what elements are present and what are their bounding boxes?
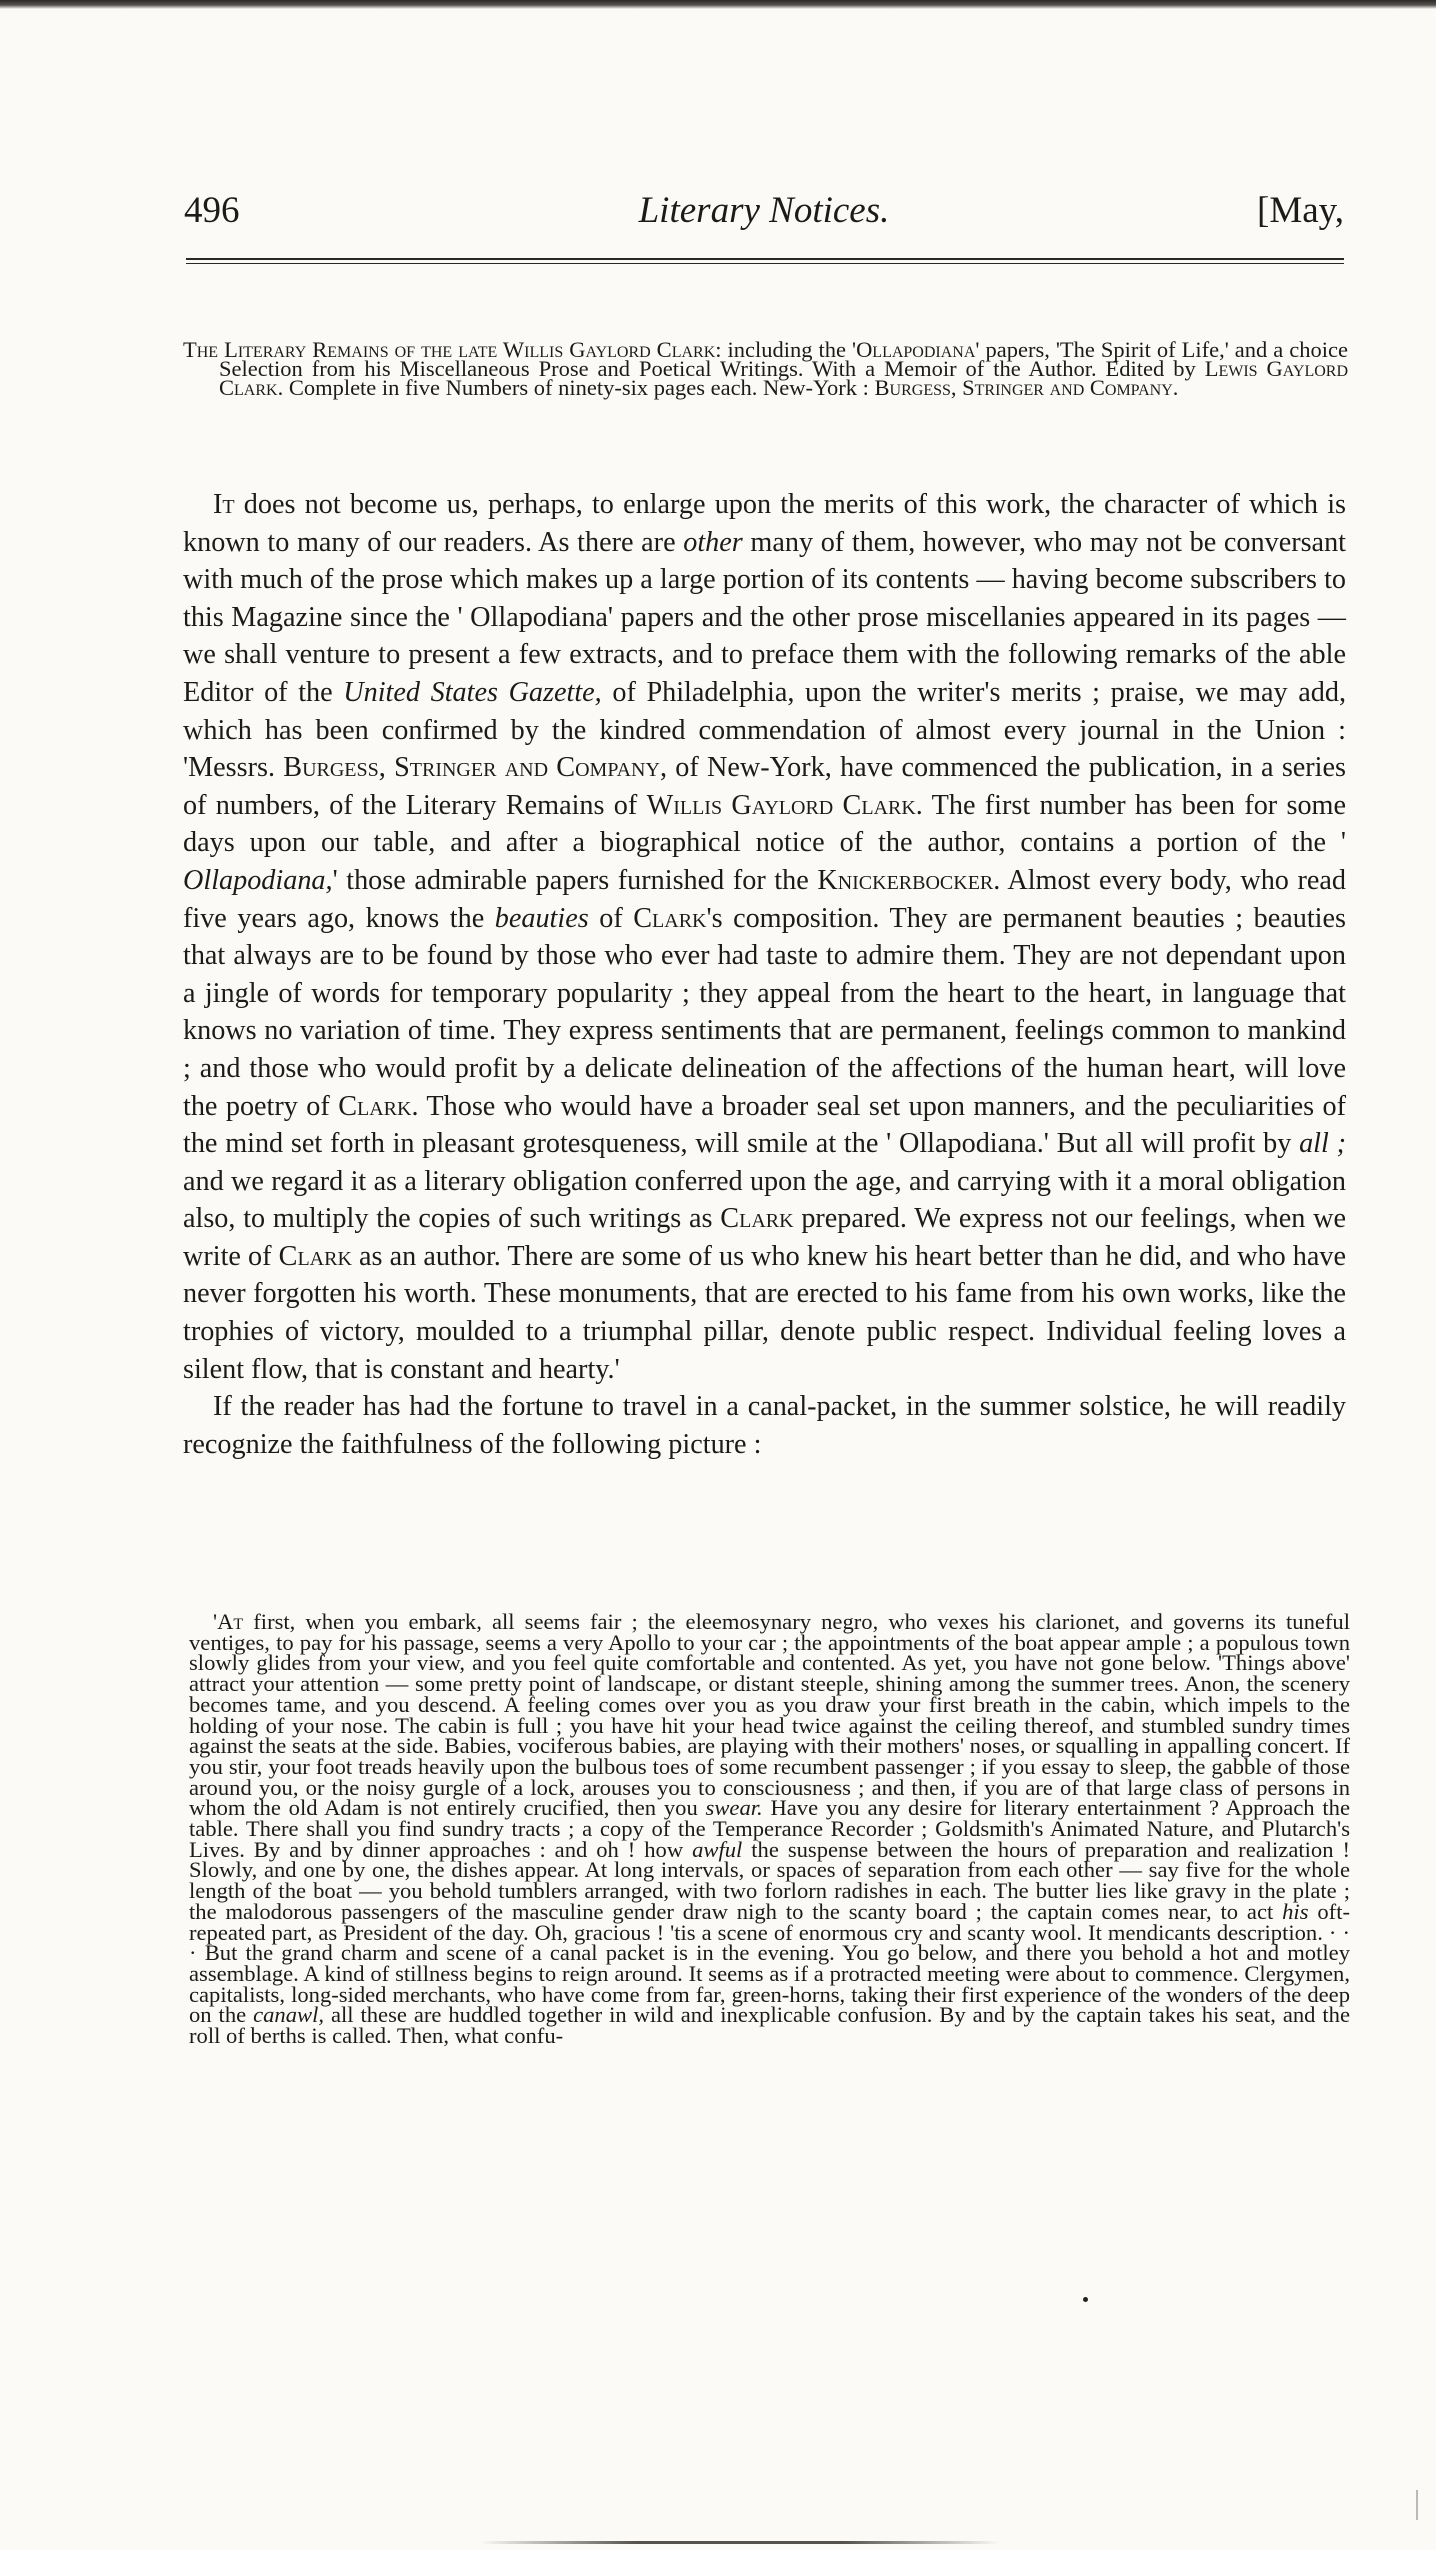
notice-heading (183, 337, 1348, 400)
page-bottom-edge (480, 2541, 1000, 2544)
review-paragraph-2: If the reader has had the fortune to travel in a canal-packet, in the summer solstice, he will readily recognize the faithfulness of the following picture : (183, 1391, 1346, 1460)
review-paragraph-1: It does not become us, perhaps, to enlarge upon the merits of this work, the character of which is known to many of our readers. As there are other many of them, however, who may not be conversant with much of the prose which makes up a large portion of its contents — having become subscribers to this Magazine since the ' Ollapodiana' papers and the other prose miscellanies appeared in its pages — we shall venture to present a few extracts, and to preface them with the following remarks of the able Editor of the United States Gazette, of Philadelphia, upon the writer's merits ; praise, we may add, which has been confirmed by the kindred commendation of almost every journal in the Union : 'Messrs. Burgess, Stringer and Company, of New-York, have commenced the publication, in a series of numbers, of the Literary Remains of Willis Gaylord Clark. The first number has been for some days upon our table, and after a biographical notice of the author, contains a portion of the ' Ollapodiana,' those admirable papers furnished for the Knickerbocker. Almost every body, who read five years ago, knows the beauties of Clark's composition. They are permanent beauties ; beauties that always are to be found by those who ever had taste to admire them. They are not dependant upon a jingle of words for temporary popularity ; they appeal from the heart to the heart, in language that knows no variation of time. They express sentiments that are permanent, feelings common to mankind ; and those who would profit by a delicate delineation of the affections of the human heart, will love the poetry of Clark. Those who would have a broader seal set upon manners, and the peculiarities of the mind set forth in pleasant grotesqueness, will smile at the ' Ollapodiana.' But all will profit by all ; and we regard it as a literary obligation conferred upon the age, and carrying with it a moral obligation also, to multiply the copies of such writings as Clark prepared. We express not our feelings, when we write of Clark as an author. There are some of us who knew his heart better than he did, and who have never forgotten his worth. These monuments, that are erected to his fame from his own works, like the trophies of victory, moulded to a triumphal pillar, denote public respect. Individual feeling loves a silent flow, that is constant and hearty.' (183, 489, 1346, 1385)
ink-speck (1083, 2297, 1088, 2302)
ink-blot: e (665, 1609, 676, 1634)
extract-paragraph: 'At first, when you embark, all seems fair ; the eleemosynary negro, who vexes his clarionet, and governs its tuneful ventiges, to pay for his passage, seems a very Apollo to your car ; the appointments of the boat appear ample ; a populous town slowly glides from your view, and you feel quite comfortable and contented. As yet, you have not gone below. 'Things above' attract your attention — some pretty point of landscape, or distant steeple, shining among the summer trees. Anon, the scenery becomes tame, and you descend. A feeling comes over you as you draw your first breath in the cabin, which impels to the holding of your nose. The cabin is full ; you have hit your head twice against the ceiling thereof, and stumbled sundry times against the seats at the side. Babies, vociferous babies, are playing with their mothers' noses, or squalling in appalling concert. If you stir, your foot treads heavily upon the bulbous toes of some recumbent passenger ; if you essay to sleep, the gabble of those around you, or the noisy gurgle of a lock, arouses you to consciousness ; and then, if you are of that large class of persons in whom the old Adam is not entirely crucified, then you swear. Have you any desire for literary entertainment ? Approach the table. There shall you find sundry tracts ; a copy of the Temperance Recorder ; Goldsmith's Animated Nature, and Plutarch's Lives. By and by dinner approaches : and oh ! how awful the suspense between the hours of preparation and realization ! Slowly, and one by one, the dishes appear. At long intervals, or spaces of separation from each other — say five for the whole length of the boat — you behold tumblers arranged, with two forlorn radishes in each. The butter lies like gravy in the plate ; the malodorous passengers of the masculine gender draw nigh to the scanty board ; the captain comes near, to act his oft-repeated part, as President of the day. Oh, gracious ! 'tis a scene of enormous cry and scanty wool. It mendicants description. · · · But the grand charm and scene of a canal packet is in the evening. You go below, and there you behold a hot and motley assemblage. A kind of stillness begins to reign around. It seems as if a protracted meeting were about to commence. Clergymen, capitalists, long-sided merchants, who have come from far, green-horns, taking their first experience of the wonders of the deep on the canawl, all these are huddled together in wild and inexplicable confusion. By and by the captain takes his seat, and the roll of berths is called. Then, what confu- (189, 1609, 1351, 2049)
review-body (183, 486, 1346, 1463)
page-top-edge (0, 0, 1436, 9)
notice-editor: Lewis Gaylord Clark (219, 356, 1348, 400)
notice-title: The Literary Remains of the late Willis Gaylord Clark (183, 337, 716, 362)
extract-block (189, 1609, 1351, 2049)
running-title: Literary Notices. (638, 190, 890, 231)
running-date: [May, (1257, 190, 1344, 231)
running-header (184, 189, 1344, 239)
notice-publisher: Burgess, Stringer and Company (874, 375, 1173, 400)
notice-heading-text: The Literary Remains of the late Willis Gaylord Clark: including the 'Ollapodiana' papers, 'The Spirit of Life,' and a choice Selection from his Miscellaneous Prose and Poetical Writings. With a Memoir of the Author. Edited by Lewis Gaylord Clark. Complete in five Numbers of ninety-six pages each. New-York : Burgess, Stringer and Company. (183, 337, 1348, 400)
header-rule (186, 258, 1344, 264)
page-number: 496 (184, 190, 240, 231)
margin-mark (1416, 2490, 1432, 2520)
